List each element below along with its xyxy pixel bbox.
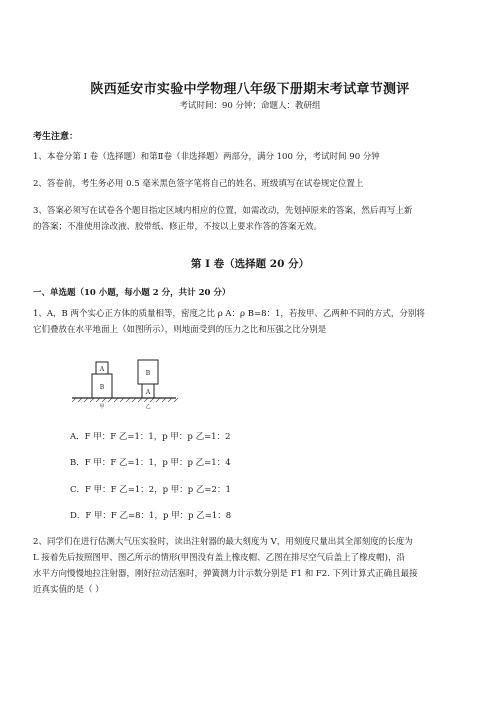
q1-option-a: A．F 甲：F 乙=1：1，p 甲：p 乙=1：2 <box>70 432 231 442</box>
q1-option-c: C．F 甲：F 乙=1：2，p 甲：p 乙=2：1 <box>70 485 231 495</box>
notice-item-3-cont: 的答案；不准使用涂改液、胶带纸、修正带，不按以上要求作答的答案无效。 <box>33 222 323 232</box>
q1-figure <box>70 354 180 412</box>
notice-item-1: 1、本卷分第 I 卷（选择题）和第Ⅱ卷（非选择题）两部分，满分 100 分，考试时间 90 分钟 <box>33 152 380 162</box>
notice-item-2: 2、答卷前，考生务必用 0.5 毫米黑色签字笔将自己的姓名、班级填写在试卷规定位置上 <box>33 179 364 189</box>
exam-title: 陕西延安市实验中学物理八年级下册期末考试章节测评 <box>90 82 410 97</box>
exam-meta: 考试时间：90 分钟；命题人：教研组 <box>179 101 321 111</box>
q1-option-d: D．F 甲：F 乙=8：1，p 甲：p 乙=1：8 <box>70 511 232 521</box>
notice-heading: 考生注意： <box>33 132 79 142</box>
caption-left: 甲 <box>99 404 105 410</box>
q1-text-line2: 它们叠放在水平地面上（如图所示），则地面受到的压力之比和压强之比分别是 <box>33 325 327 335</box>
notice-item-3: 3、答案必须写在试卷各个题目指定区域内相应的位置，如需改动，先划掉原来的答案，然后再写上新 <box>33 206 413 216</box>
label-top-left: A <box>99 366 105 373</box>
section-title: 第 I 卷（选择题 20 分） <box>190 258 310 270</box>
label-bottom-right: A <box>145 389 151 396</box>
label-top-right: B <box>145 370 151 377</box>
q2-text-line2: L 接着先后按照图甲、图乙所示的情形(甲图没有盖上橡皮帽、乙图在排尽空气后盖上了橡皮帽)，沿 <box>33 553 405 563</box>
q1-text-line1: 1、A，B 两个实心正方体的质量相等，密度之比 ρ A：ρ B=8：1，若按甲、乙两种不同的方式，分别将 <box>33 309 425 319</box>
question-type-heading: 一、单选题（10 小题，每小题 2 分，共计 20 分） <box>33 288 231 298</box>
q2-text-line3: 水平方向慢慢地拉注射器，刚好拉动活塞时，弹簧测力计示数分别是 F1 和 F2. 下列计算式正确且最接 <box>33 569 418 579</box>
label-bottom-left: B <box>99 384 105 391</box>
caption-right: 乙 <box>145 404 151 410</box>
q2-text-line1: 2、同学们在进行估测大气压实验时，读出注射器的最大刻度为 V，用刻度尺量出其全部刻度的长度为 <box>33 537 413 547</box>
q1-option-b: B．F 甲：F 乙=1：1，p 甲：p 乙=1：4 <box>70 458 231 468</box>
q2-text-line4: 近真实值的是（ ） <box>33 585 104 595</box>
